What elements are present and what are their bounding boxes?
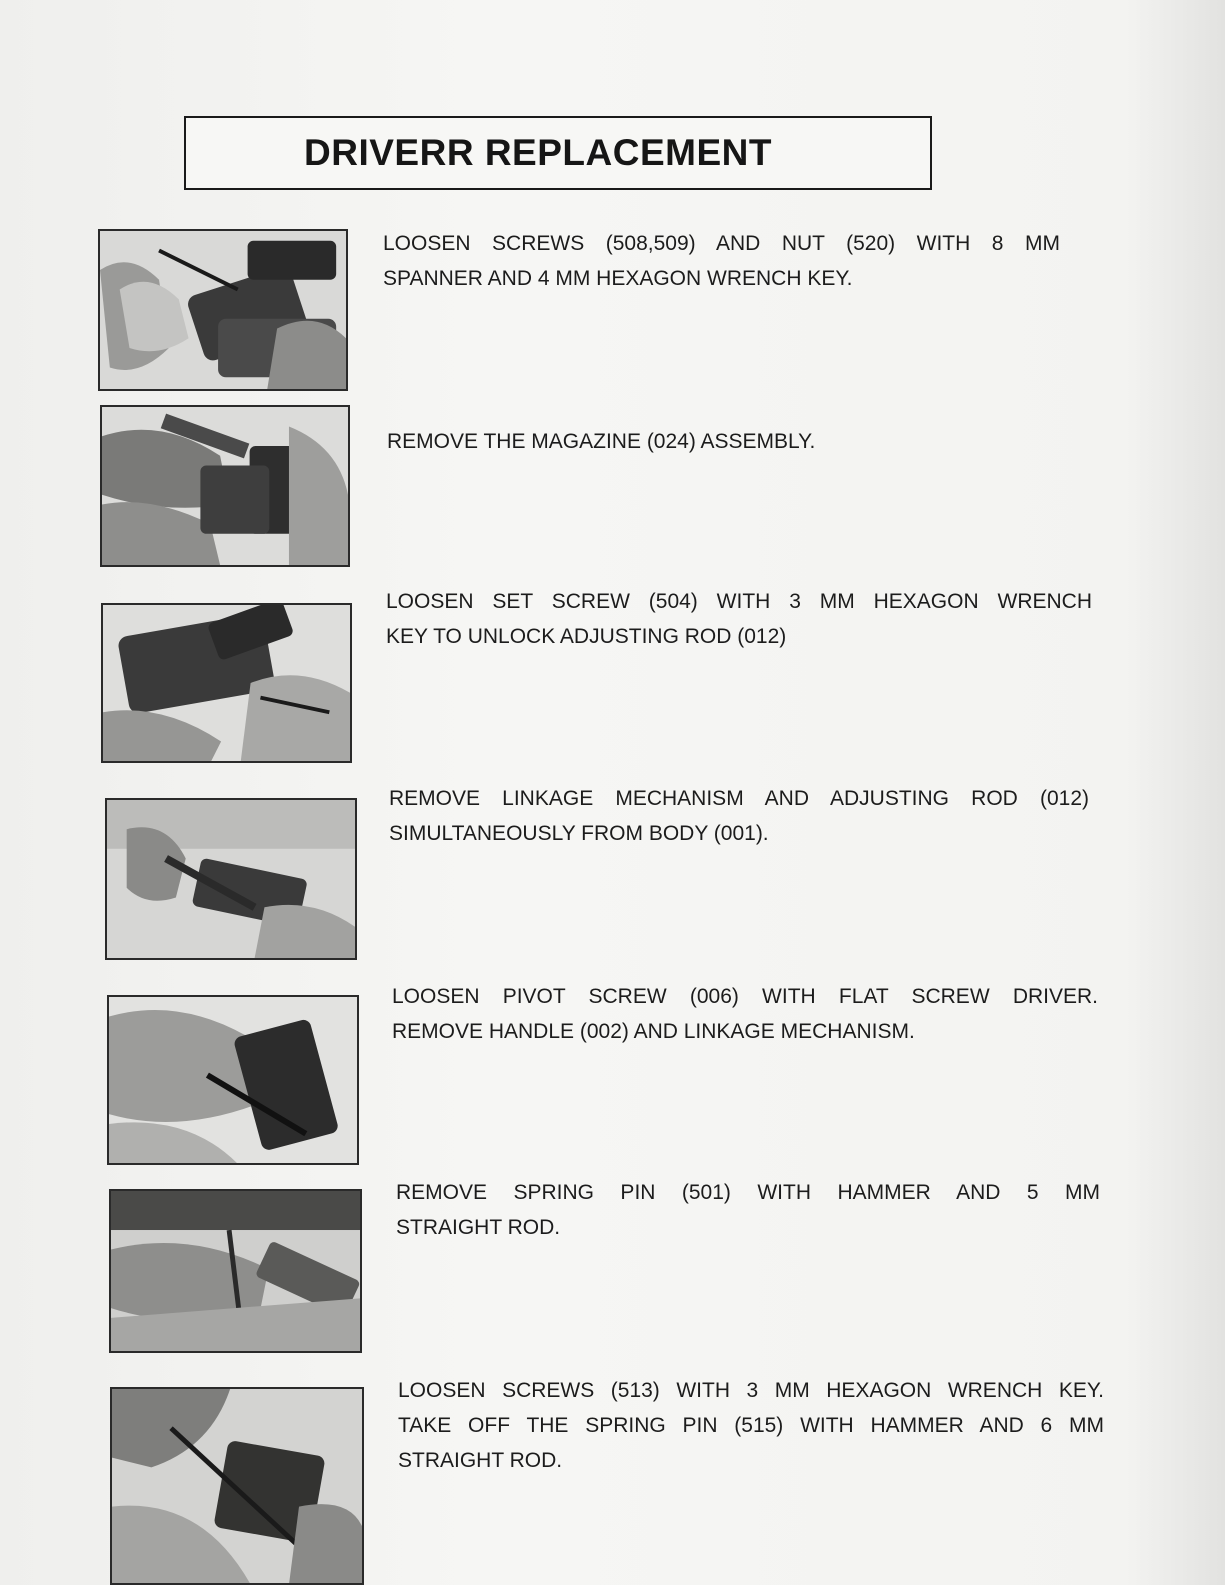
linkage-removal-photo-icon [107, 800, 355, 958]
step-6-line-2: STRAIGHT ROD. [396, 1216, 561, 1239]
step-3-photo [101, 603, 352, 763]
hammer-pin-photo-icon [111, 1191, 360, 1351]
step-7-line-1: LOOSEN SCREWS (513) WITH 3 MM HEXAGON WRENCH KEY. [398, 1379, 1104, 1402]
step-6-line-1: REMOVE SPRING PIN (501) WITH HAMMER AND 5 MM [396, 1181, 1100, 1204]
step-4-line-1: REMOVE LINKAGE MECHANISM AND ADJUSTING ROD (012) [389, 787, 1089, 810]
step-7-text [398, 1373, 1104, 1478]
step-1-line-2: SPANNER AND 4 MM HEXAGON WRENCH KEY. [383, 267, 853, 290]
step-4-photo [105, 798, 357, 960]
step-5-line-1: LOOSEN PIVOT SCREW (006) WITH FLAT SCREW DRIVER. [392, 985, 1098, 1008]
step-4-text [389, 781, 1089, 851]
step-7-line-2: TAKE OFF THE SPRING PIN (515) WITH HAMMER AND 6 MM [398, 1414, 1104, 1437]
step-3-line-2: KEY TO UNLOCK ADJUSTING ROD (012) [386, 625, 787, 648]
hands-magazine-photo-icon [102, 407, 348, 565]
step-5-line-2: REMOVE HANDLE (002) AND LINKAGE MECHANISM. [392, 1020, 915, 1043]
step-2-text [387, 424, 1064, 459]
step-4-line-2: SIMULTANEOUSLY FROM BODY (001). [389, 822, 769, 845]
step-1-text [383, 226, 1060, 296]
step-1-line-1: LOOSEN SCREWS (508,509) AND NUT (520) WITH 8 MM [383, 232, 1060, 255]
screwdriver-pivot-photo-icon [109, 997, 357, 1163]
step-3-line-1: LOOSEN SET SCREW (504) WITH 3 MM HEXAGON WRENCH [386, 590, 1092, 613]
step-7-photo [110, 1387, 364, 1585]
step-3-text [386, 584, 1092, 654]
hands-wrench-photo-icon [100, 231, 346, 389]
step-5-text [392, 979, 1098, 1049]
step-7-line-3: STRAIGHT ROD. [398, 1449, 563, 1472]
step-6-text [396, 1175, 1100, 1245]
step-2-line-1: REMOVE THE MAGAZINE (024) ASSEMBLY. [387, 430, 816, 453]
spring-pin-photo-icon [112, 1389, 362, 1583]
title-box [184, 116, 932, 190]
step-2-photo [100, 405, 350, 567]
step-6-photo [109, 1189, 362, 1353]
step-1-photo [98, 229, 348, 391]
page-title: DRIVERR REPLACEMENT [304, 132, 772, 173]
step-5-photo [107, 995, 359, 1165]
hands-hexkey-photo-icon [103, 605, 350, 761]
